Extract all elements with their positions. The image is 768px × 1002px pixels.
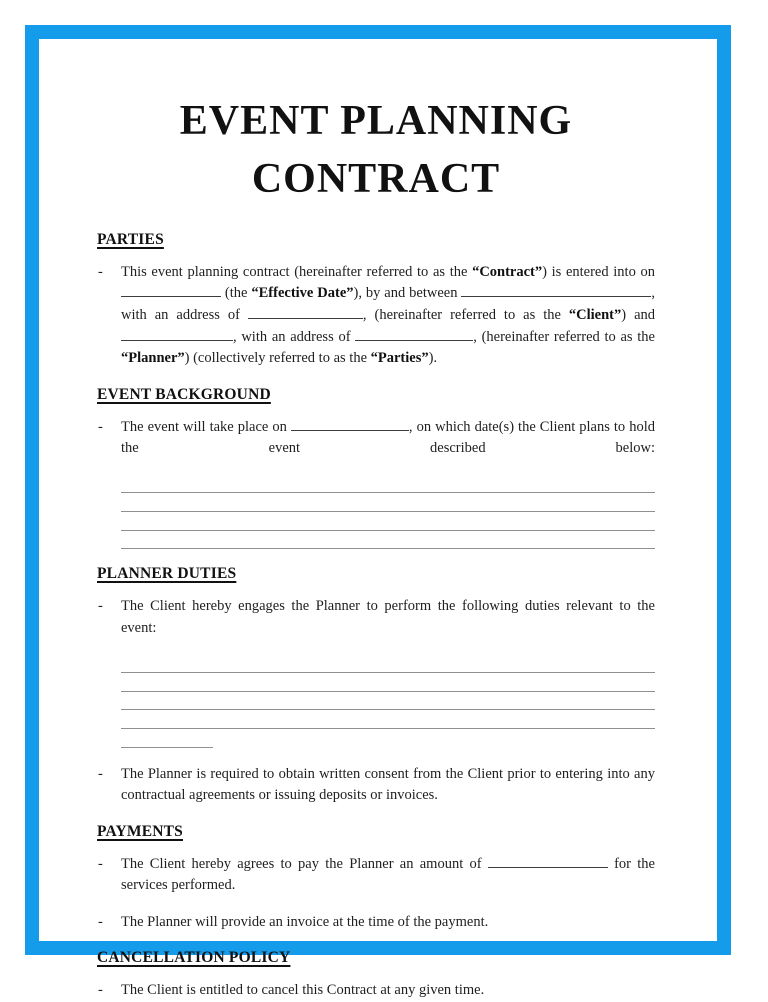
bullet-marker: -	[98, 263, 103, 280]
bullet-marker: -	[98, 855, 103, 872]
fill-in-blank	[488, 854, 608, 868]
text-segment: ) and	[621, 307, 655, 323]
section-heading-text: PLANNER DUTIES	[97, 565, 237, 583]
section-payments	[97, 823, 655, 934]
text-segment: ), by and between	[353, 285, 462, 302]
text-segment: ).	[428, 350, 438, 367]
section-heading-text: EVENT BACKGROUND	[97, 385, 271, 403]
section-planner-duties	[97, 565, 655, 806]
text-segment: for the services performed.	[121, 855, 655, 894]
document-content	[39, 39, 717, 999]
bold-segment: “Effective Date”	[251, 285, 354, 302]
bullet-item	[97, 980, 655, 1002]
text-segment: The Client hereby agrees to pay the Planner an amount of	[121, 855, 488, 872]
text-segment: ) (collectively referred to as the	[184, 350, 371, 367]
bullet-marker: -	[98, 982, 103, 999]
fill-in-blank	[355, 327, 473, 341]
bullet-text	[121, 419, 655, 457]
text-segment: , (hereinafter referred to as the	[473, 328, 655, 345]
section-heading-text: PARTIES	[97, 230, 164, 248]
ruled-line	[121, 475, 655, 494]
fill-in-blank	[461, 283, 651, 297]
text-segment: The Client hereby engages the Planner to perform the following duties relevant to the event:	[121, 598, 655, 636]
bullet-item	[97, 854, 655, 897]
text-segment: , (hereinafter referred to as the	[362, 307, 569, 323]
fill-in-blank	[121, 283, 221, 297]
ruled-line	[121, 512, 655, 531]
bullet-item	[97, 596, 655, 639]
ruled-lines-group	[121, 654, 655, 747]
section-heading-text: PAYMENTS	[97, 822, 184, 840]
section-heading	[97, 565, 655, 583]
section-event-background	[97, 386, 655, 550]
blue-border-frame	[25, 25, 731, 999]
text-segment: (the	[221, 285, 252, 302]
section-heading	[97, 949, 655, 967]
bullet-text	[121, 914, 488, 930]
bullet-marker: -	[98, 418, 103, 435]
ruled-lines-group	[121, 475, 655, 550]
section-heading	[97, 231, 655, 249]
text-segment: The Planner is required to obtain written consent from the Client prior to entering into any contractual agreements or issuing deposits or invoices.	[121, 765, 655, 804]
bullet-item	[97, 262, 655, 370]
fill-in-blank	[291, 417, 409, 431]
bold-segment: “Planner”	[121, 350, 185, 367]
bold-segment: “Client”	[568, 307, 622, 323]
bold-segment: “Parties”	[370, 350, 429, 367]
ruled-line	[121, 692, 655, 711]
text-segment: ) is entered into on	[542, 263, 655, 280]
bold-segment: “Contract”	[472, 263, 543, 280]
ruled-line	[121, 654, 655, 673]
bullet-text	[121, 856, 655, 894]
ruled-line	[121, 729, 213, 748]
bullet-text	[121, 766, 655, 804]
fill-in-blank	[121, 327, 233, 341]
section-heading-text: CANCELLATION POLICY	[97, 949, 291, 967]
section-cancellation-policy	[97, 949, 655, 1002]
text-segment: The event will take place on	[121, 418, 291, 435]
ruled-line	[121, 493, 655, 512]
text-segment: The Client is entitled to cancel this Contract at any given time.	[121, 982, 485, 999]
fill-in-blank	[248, 305, 363, 319]
title-line-1: EVENT PLANNING	[179, 98, 573, 144]
text-segment: , with an address of	[233, 328, 356, 345]
bullet-text	[121, 982, 484, 998]
title-line-2: CONTRACT	[251, 155, 501, 202]
bullet-item	[97, 912, 655, 934]
document-title	[97, 93, 655, 209]
document-sections	[97, 231, 655, 1002]
bullet-marker: -	[98, 913, 103, 930]
bullet-text	[121, 598, 655, 636]
ruled-line	[121, 673, 655, 692]
text-segment: , on which date(s) the Client plans to hold the event described below:	[121, 418, 655, 457]
bullet-item	[97, 417, 655, 460]
text-segment: , with an address of	[121, 285, 656, 323]
bullet-marker: -	[98, 765, 103, 782]
ruled-line	[121, 710, 655, 729]
text-segment: The Planner will provide an invoice at the time of the payment.	[121, 913, 489, 930]
bullet-text	[121, 264, 655, 366]
bullet-marker: -	[98, 598, 103, 615]
text-segment: This event planning contract (hereinafter referred to as the	[121, 263, 473, 280]
ruled-line	[121, 531, 655, 550]
section-heading	[97, 386, 655, 404]
bullet-item	[97, 764, 655, 807]
section-parties	[97, 231, 655, 370]
section-heading	[97, 823, 655, 841]
